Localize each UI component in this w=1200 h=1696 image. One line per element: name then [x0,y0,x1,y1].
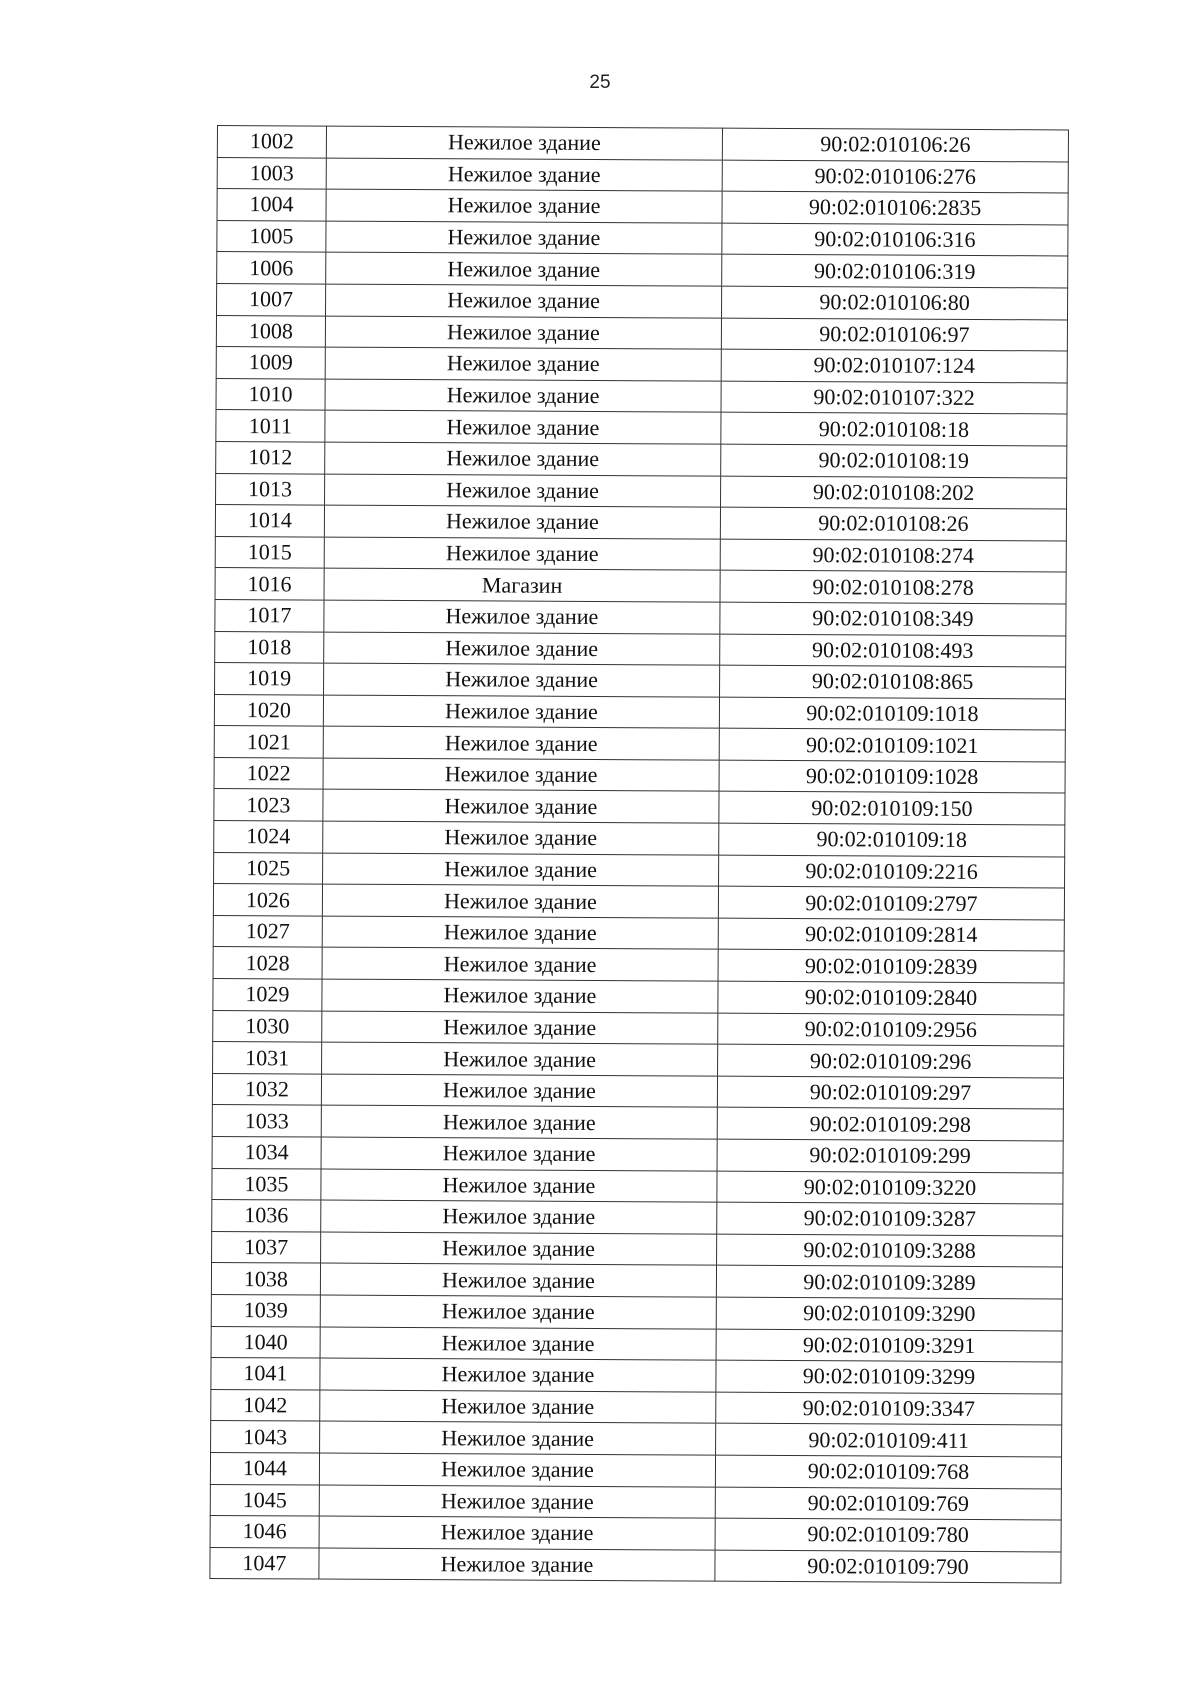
row-number-cell: 1018 [215,631,324,663]
object-type-cell: Нежилое здание [324,600,720,634]
object-type-cell: Нежилое здание [323,821,719,855]
object-type-cell: Нежилое здание [320,1263,716,1297]
table-row [216,473,1067,509]
row-number-cell: 1032 [212,1073,321,1105]
table-row [214,726,1065,762]
cadastral-number-cell: 90:02:010106:80 [721,286,1067,319]
object-type-cell: Нежилое здание [320,1421,716,1455]
cadastral-number-cell: 90:02:010108:493 [720,634,1066,667]
object-type-cell: Нежилое здание [319,1453,715,1487]
object-type-cell: Нежилое здание [321,1200,717,1234]
object-type-cell: Нежилое здание [325,474,721,508]
table-row [212,1231,1063,1267]
row-number-cell: 1021 [214,726,323,758]
row-number-cell: 1015 [215,536,324,568]
cadastral-number-cell: 90:02:010106:316 [722,223,1068,256]
table-row [210,1484,1061,1520]
row-number-cell: 1016 [215,568,324,600]
cadastral-number-cell: 90:02:010106:319 [722,255,1068,288]
object-type-cell: Нежилое здание [321,1137,717,1171]
row-number-cell: 1007 [217,283,326,315]
cadastral-number-cell: 90:02:010108:349 [720,602,1066,635]
table-row [215,599,1066,635]
cadastral-number-cell: 90:02:010108:202 [721,476,1067,509]
table-row [214,757,1065,793]
cadastral-number-cell: 90:02:010109:1028 [719,760,1065,793]
cadastral-number-cell: 90:02:010109:2839 [718,950,1064,983]
cadastral-number-cell: 90:02:010107:124 [721,349,1067,382]
row-number-cell: 1010 [216,378,325,410]
object-type-cell: Нежилое здание [320,1327,716,1361]
table-row [212,1200,1063,1236]
row-number-cell: 1025 [214,852,323,884]
table-row [213,947,1064,983]
object-type-cell: Нежилое здание [319,1516,715,1550]
table-row [214,789,1065,825]
table-row [211,1421,1062,1457]
table-row [216,410,1067,446]
row-number-cell: 1040 [211,1326,320,1358]
row-number-cell: 1042 [211,1389,320,1421]
cadastral-number-cell: 90:02:010109:3299 [716,1360,1062,1393]
table-row [215,568,1066,604]
property-registry-table [209,125,1069,1584]
cadastral-number-cell: 90:02:010109:2797 [718,886,1064,919]
table-row [214,852,1065,888]
object-type-cell: Нежилое здание [323,853,719,887]
object-type-cell: Нежилое здание [320,1358,716,1392]
cadastral-number-cell: 90:02:010108:19 [721,444,1067,477]
table-row [217,189,1068,225]
row-number-cell: 1037 [212,1231,321,1263]
cadastral-number-cell: 90:02:010109:3347 [716,1392,1062,1425]
row-number-cell: 1012 [216,441,325,473]
table-row [214,694,1065,730]
cadastral-number-cell: 90:02:010109:3290 [716,1297,1062,1330]
table-row [215,536,1066,572]
row-number-cell: 1014 [215,505,324,537]
table-row [217,283,1068,319]
cadastral-number-cell: 90:02:010109:3288 [717,1234,1063,1267]
object-type-cell: Нежилое здание [323,695,719,729]
cadastral-number-cell: 90:02:010109:768 [715,1455,1061,1488]
table-row [211,1358,1062,1394]
cadastral-number-cell: 90:02:010106:276 [722,160,1068,193]
row-number-cell: 1038 [211,1263,320,1295]
object-type-cell: Нежилое здание [326,126,722,160]
cadastral-number-cell: 90:02:010109:297 [717,1076,1063,1109]
cadastral-number-cell: 90:02:010109:299 [717,1139,1063,1172]
table-row [213,884,1064,920]
row-number-cell: 1009 [216,347,325,379]
cadastral-number-cell: 90:02:010108:26 [720,507,1066,540]
object-type-cell: Нежилое здание [325,347,721,381]
object-type-cell: Нежилое здание [325,316,721,350]
object-type-cell: Нежилое здание [321,1074,717,1108]
table-row [212,1105,1063,1141]
object-type-cell: Нежилое здание [322,916,718,950]
cadastral-number-cell: 90:02:010106:97 [721,318,1067,351]
row-number-cell: 1004 [217,189,326,221]
cadastral-number-cell: 90:02:010108:274 [720,539,1066,572]
table-row [217,220,1068,256]
object-type-cell: Нежилое здание [325,410,721,444]
cadastral-number-cell: 90:02:010109:411 [716,1423,1062,1456]
row-number-cell: 1020 [214,694,323,726]
row-number-cell: 1034 [212,1136,321,1168]
table-row [216,378,1067,414]
object-type-cell: Нежилое здание [324,505,720,539]
object-type-cell: Магазин [324,568,720,602]
cadastral-number-cell: 90:02:010109:2956 [718,1013,1064,1046]
table-row [216,441,1067,477]
row-number-cell: 1033 [212,1105,321,1137]
cadastral-number-cell: 90:02:010109:2840 [718,981,1064,1014]
cadastral-number-cell: 90:02:010109:2216 [719,855,1065,888]
cadastral-number-cell: 90:02:010106:26 [722,128,1068,161]
object-type-cell: Нежилое здание [323,758,719,792]
cadastral-number-cell: 90:02:010109:298 [717,1108,1063,1141]
object-type-cell: Нежилое здание [322,884,718,918]
cadastral-number-cell: 90:02:010108:18 [721,412,1067,445]
object-type-cell: Нежилое здание [326,158,722,192]
object-type-cell: Нежилое здание [320,1390,716,1424]
cadastral-number-cell: 90:02:010109:3287 [717,1202,1063,1235]
table-row [211,1389,1062,1425]
object-type-cell: Нежилое здание [321,1169,717,1203]
cadastral-number-cell: 90:02:010109:3291 [716,1329,1062,1362]
cadastral-number-cell: 90:02:010109:780 [715,1518,1061,1551]
table-row [217,157,1068,193]
row-number-cell: 1043 [211,1421,320,1453]
cadastral-number-cell: 90:02:010107:322 [721,381,1067,414]
object-type-cell: Нежилое здание [326,284,722,318]
table-row [215,505,1066,541]
row-number-cell: 1005 [217,220,326,252]
table-row [217,126,1068,162]
row-number-cell: 1024 [214,821,323,853]
object-type-cell: Нежилое здание [319,1548,715,1582]
table-row [216,347,1067,383]
row-number-cell: 1046 [210,1516,319,1548]
cadastral-number-cell: 90:02:010109:150 [719,792,1065,825]
row-number-cell: 1023 [214,789,323,821]
page-number: 25 [589,72,611,93]
row-number-cell: 1026 [213,884,322,916]
object-type-cell: Нежилое здание [325,379,721,413]
object-type-cell: Нежилое здание [326,221,722,255]
row-number-cell: 1039 [211,1294,320,1326]
row-number-cell: 1008 [216,315,325,347]
cadastral-number-cell: 90:02:010106:2835 [722,191,1068,224]
row-number-cell: 1031 [213,1042,322,1074]
row-number-cell: 1011 [216,410,325,442]
object-type-cell: Нежилое здание [324,663,720,697]
table-row [215,631,1066,667]
object-type-cell: Нежилое здание [324,537,720,571]
table-row [213,1042,1064,1078]
table-row [216,315,1067,351]
cadastral-number-cell: 90:02:010109:2814 [718,918,1064,951]
row-number-cell: 1027 [213,915,322,947]
table-row [211,1294,1062,1330]
table-row [213,979,1064,1015]
object-type-cell: Нежилое здание [322,979,718,1013]
object-type-cell: Нежилое здание [320,1295,716,1329]
table-row [212,1168,1063,1204]
row-number-cell: 1041 [211,1358,320,1390]
row-number-cell: 1017 [215,599,324,631]
cadastral-number-cell: 90:02:010109:790 [715,1550,1061,1583]
row-number-cell: 1030 [213,1010,322,1042]
table-row [212,1136,1063,1172]
row-number-cell: 1002 [217,126,326,158]
row-number-cell: 1013 [216,473,325,505]
table-row [210,1452,1061,1488]
object-type-cell: Нежилое здание [326,252,722,286]
object-type-cell: Нежилое здание [321,1232,717,1266]
row-number-cell: 1047 [210,1547,319,1579]
table-row [215,663,1066,699]
table-row [210,1547,1061,1583]
table-row [217,252,1068,288]
table-row [213,1010,1064,1046]
object-type-cell: Нежилое здание [322,1042,718,1076]
row-number-cell: 1029 [213,979,322,1011]
object-type-cell: Нежилое здание [322,1011,718,1045]
table-row [214,821,1065,857]
cadastral-number-cell: 90:02:010108:865 [720,665,1066,698]
row-number-cell: 1006 [217,252,326,284]
row-number-cell: 1044 [210,1452,319,1484]
row-number-cell: 1028 [213,947,322,979]
row-number-cell: 1003 [217,157,326,189]
cadastral-number-cell: 90:02:010108:278 [720,570,1066,603]
registry-table-body [210,126,1069,1584]
cadastral-number-cell: 90:02:010109:296 [718,1044,1064,1077]
cadastral-number-cell: 90:02:010109:3289 [716,1266,1062,1299]
object-type-cell: Нежилое здание [325,442,721,476]
row-number-cell: 1035 [212,1168,321,1200]
object-type-cell: Нежилое здание [322,947,718,981]
cadastral-number-cell: 90:02:010109:3220 [717,1171,1063,1204]
cadastral-number-cell: 90:02:010109:1021 [719,728,1065,761]
table-row [212,1073,1063,1109]
cadastral-number-cell: 90:02:010109:18 [719,823,1065,856]
cadastral-number-cell: 90:02:010109:769 [715,1487,1061,1520]
row-number-cell: 1019 [215,663,324,695]
row-number-cell: 1022 [214,757,323,789]
row-number-cell: 1036 [212,1200,321,1232]
object-type-cell: Нежилое здание [319,1485,715,1519]
table-row [211,1263,1062,1299]
table-row [213,915,1064,951]
object-type-cell: Нежилое здание [323,726,719,760]
table-row [211,1326,1062,1362]
table-row [210,1516,1061,1552]
object-type-cell: Нежилое здание [323,790,719,824]
object-type-cell: Нежилое здание [321,1105,717,1139]
object-type-cell: Нежилое здание [324,632,720,666]
object-type-cell: Нежилое здание [326,189,722,223]
cadastral-number-cell: 90:02:010109:1018 [719,697,1065,730]
row-number-cell: 1045 [210,1484,319,1516]
